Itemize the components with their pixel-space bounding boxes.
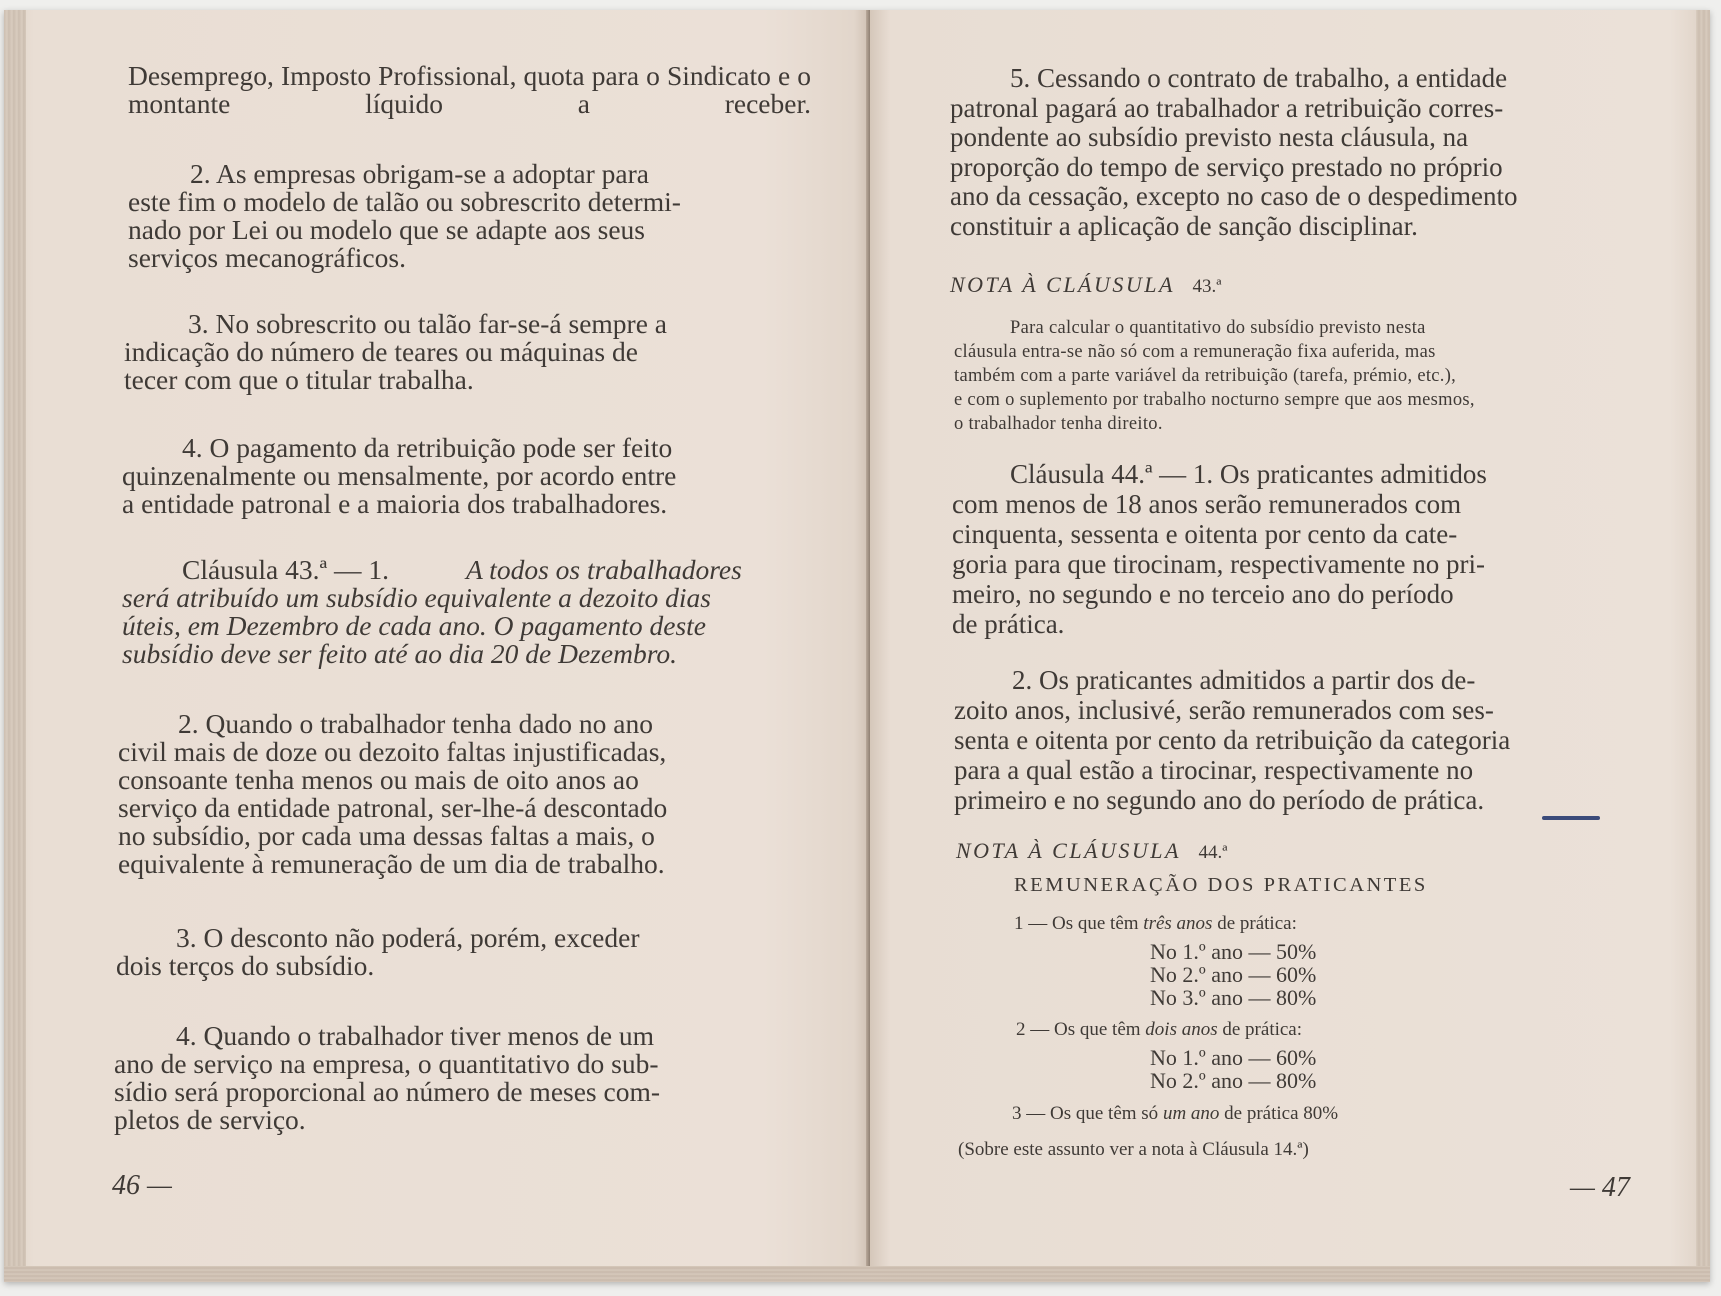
page-number-right: — 47 [1570,1172,1630,1203]
nota-44-number: 44.ª [1198,842,1228,863]
para-3-line: 3. No sobrescrito ou talão far-se-á sempre a [188,308,667,339]
para-43-4-line: 4. Quando o trabalhador tiver menos de um [176,1020,655,1051]
nota-44-label: NOTA À CLÁUSULA [956,838,1181,863]
clausula-43-line: subsídio deve ser feito até ao dia 20 de Dezembro. [122,638,677,669]
para-43-2-line: serviço da entidade patronal, ser-lhe-á descontado [118,792,668,823]
para-43-5-line: proporção do tempo de serviço prestado no próprio [950,152,1503,182]
para-43-5-line: constituir a aplicação de sanção disciplinar. [950,211,1418,241]
nota-43-line: Para calcular o quantitativo do subsídio previsto nesta [1010,318,1426,338]
para-43-4-line: pletos de serviço. [114,1104,306,1135]
group-1-prefix: 1 — Os que têm [1014,913,1144,934]
group-1-row: No 1.º ano — 50% [1150,939,1317,964]
para-43-5-line: ano da cessação, excepto no caso de o despedimento [950,181,1518,211]
clausula-44-line: goria para que tirocinam, respectivamente no pri- [952,549,1486,579]
nota-43-number: 43.ª [1192,276,1222,297]
para-43-2-line: consoante tenha menos ou mais de oito anos ao [118,764,639,795]
para-2-line: este fim o modelo de talão ou sobrescrito determi- [128,186,681,217]
para-43-2-line: equivalente à remuneração de um dia de trabalho. [118,848,665,879]
nota-43-heading [950,272,1222,298]
nota-43-label: NOTA À CLÁUSULA [950,272,1175,297]
left-page [4,10,870,1282]
clausula-43-line: será atribuído um subsídio equivalente a dezoito dias [122,582,711,613]
para-43-5-line: patronal pagará ao trabalhador a retribuição corres- [950,93,1504,123]
nota-43-line: e com o suplemento por trabalho nocturno sempre que aos mesmos, [954,390,1475,410]
clausula-44-line: cinquenta, sessenta e oitenta por cento da cate- [952,519,1458,549]
group-3-prefix: 3 — Os que têm só [1012,1103,1163,1124]
para-4-line: a entidade patronal e a maioria dos trabalhadores. [122,488,668,519]
group-1-row: No 3.º ano — 80% [1150,985,1317,1010]
clausula-43-line: úteis, em Dezembro de cada ano. O pagamento deste [122,610,706,641]
clausula-44-line: meiro, no segundo e no terceio ano do período [952,579,1454,609]
group-1-suffix: de prática: [1212,913,1297,934]
nota-43-line: o trabalhador tenha direito. [954,414,1163,434]
para-43-2-line: civil mais de doze ou dezoito faltas injustificadas, [118,736,667,767]
para-44-2-line: zoito anos, inclusivé, serão remunerados com ses- [954,695,1494,725]
para-3-line: indicação do número de teares ou máquinas de [124,336,638,367]
para-43-2-line: 2. Quando o trabalhador tenha dado no ano [178,708,653,739]
group-2-suffix: de prática: [1217,1019,1303,1040]
para-43-2-line: no subsídio, por cada uma dessas faltas a mais, o [118,820,655,851]
open-booklet [4,10,1710,1282]
group-2-emph: dois anos [1145,1019,1218,1040]
ink-underline-mark [1542,816,1600,820]
clausula-43-line: A todos os trabalhadores [466,554,742,585]
para-intro: Desemprego, Imposto Profissional, quota para o Sindicato e o montante líquido a receber. [128,60,811,119]
group-2-row: No 1.º ano — 60% [1150,1045,1317,1070]
group-2-label [1016,1018,1302,1041]
page-stack-edge-right [1696,10,1710,1282]
nota-43-line: também com a parte variável da retribuição (tarefa, prémio, etc.), [954,366,1457,386]
para-44-2-line: primeiro e no segundo ano do período de prática. [954,785,1485,815]
para-2-line: nado por Lei ou modelo que se adapte aos seus [128,214,646,245]
para-44-2-line: senta e oitenta por cento da retribuição da categoria [954,725,1511,755]
page-stack-edge-left [4,10,26,1282]
group-1-label [1014,912,1297,935]
right-page [870,10,1710,1282]
para-2-line: serviços mecanográficos. [128,242,406,273]
para-43-3-line: dois terços do subsídio. [116,950,375,981]
group-3-suffix: de prática 80% [1219,1103,1339,1124]
clausula-44-line: com menos de 18 anos serão remunerados com [952,489,1462,519]
para-43-4-line: ano de serviço na empresa, o quantitativo do sub- [114,1048,659,1079]
remuneracao-title: REMUNERAÇÃO DOS PRATICANTES [1014,874,1428,896]
para-44-2-line: para a qual estão a tirocinar, respectivamente no [954,755,1474,785]
clausula-44-line: de prática. [952,609,1065,639]
page-stack-edge-bottom [4,1266,1710,1282]
see-also-note: (Sobre este assunto ver a nota à Cláusula 14.ª) [958,1139,1309,1160]
group-3-label [1012,1102,1338,1125]
page-number-left: 46 — [112,1170,172,1201]
group-1-emph: três anos [1143,913,1213,934]
para-43-5-line: pondente ao subsídio previsto nesta cláusula, na [950,122,1469,152]
para-4-line: quinzenalmente ou mensalmente, por acordo entre [122,460,677,491]
para-43-3-line: 3. O desconto não poderá, porém, exceder [176,922,640,953]
para-43-4-line: sídio será proporcional ao número de meses com- [114,1076,661,1107]
clausula-43-heading: Cláusula 43.ª — 1. [182,554,389,585]
group-1-row: No 2.º ano — 60% [1150,962,1317,987]
para-44-2-line: 2. Os praticantes admitidos a partir dos de- [1012,665,1476,695]
group-2-prefix: 2 — Os que têm [1016,1019,1146,1040]
group-3-emph: um ano [1162,1103,1220,1124]
para-2-line: 2. As empresas obrigam-se a adoptar para [190,158,649,189]
para-43-5-line: 5. Cessando o contrato de trabalho, a entidade [1010,63,1508,93]
nota-44-heading [956,838,1228,864]
nota-43-line: cláusula entra-se não só com a remuneração fixa auferida, mas [954,342,1436,362]
para-3-line: tecer com que o titular trabalha. [124,364,474,395]
group-2-row: No 2.º ano — 80% [1150,1068,1317,1093]
para-4-line: 4. O pagamento da retribuição pode ser feito [182,432,673,463]
clausula-44-line: Cláusula 44.ª — 1. Os praticantes admitidos [1010,459,1487,489]
